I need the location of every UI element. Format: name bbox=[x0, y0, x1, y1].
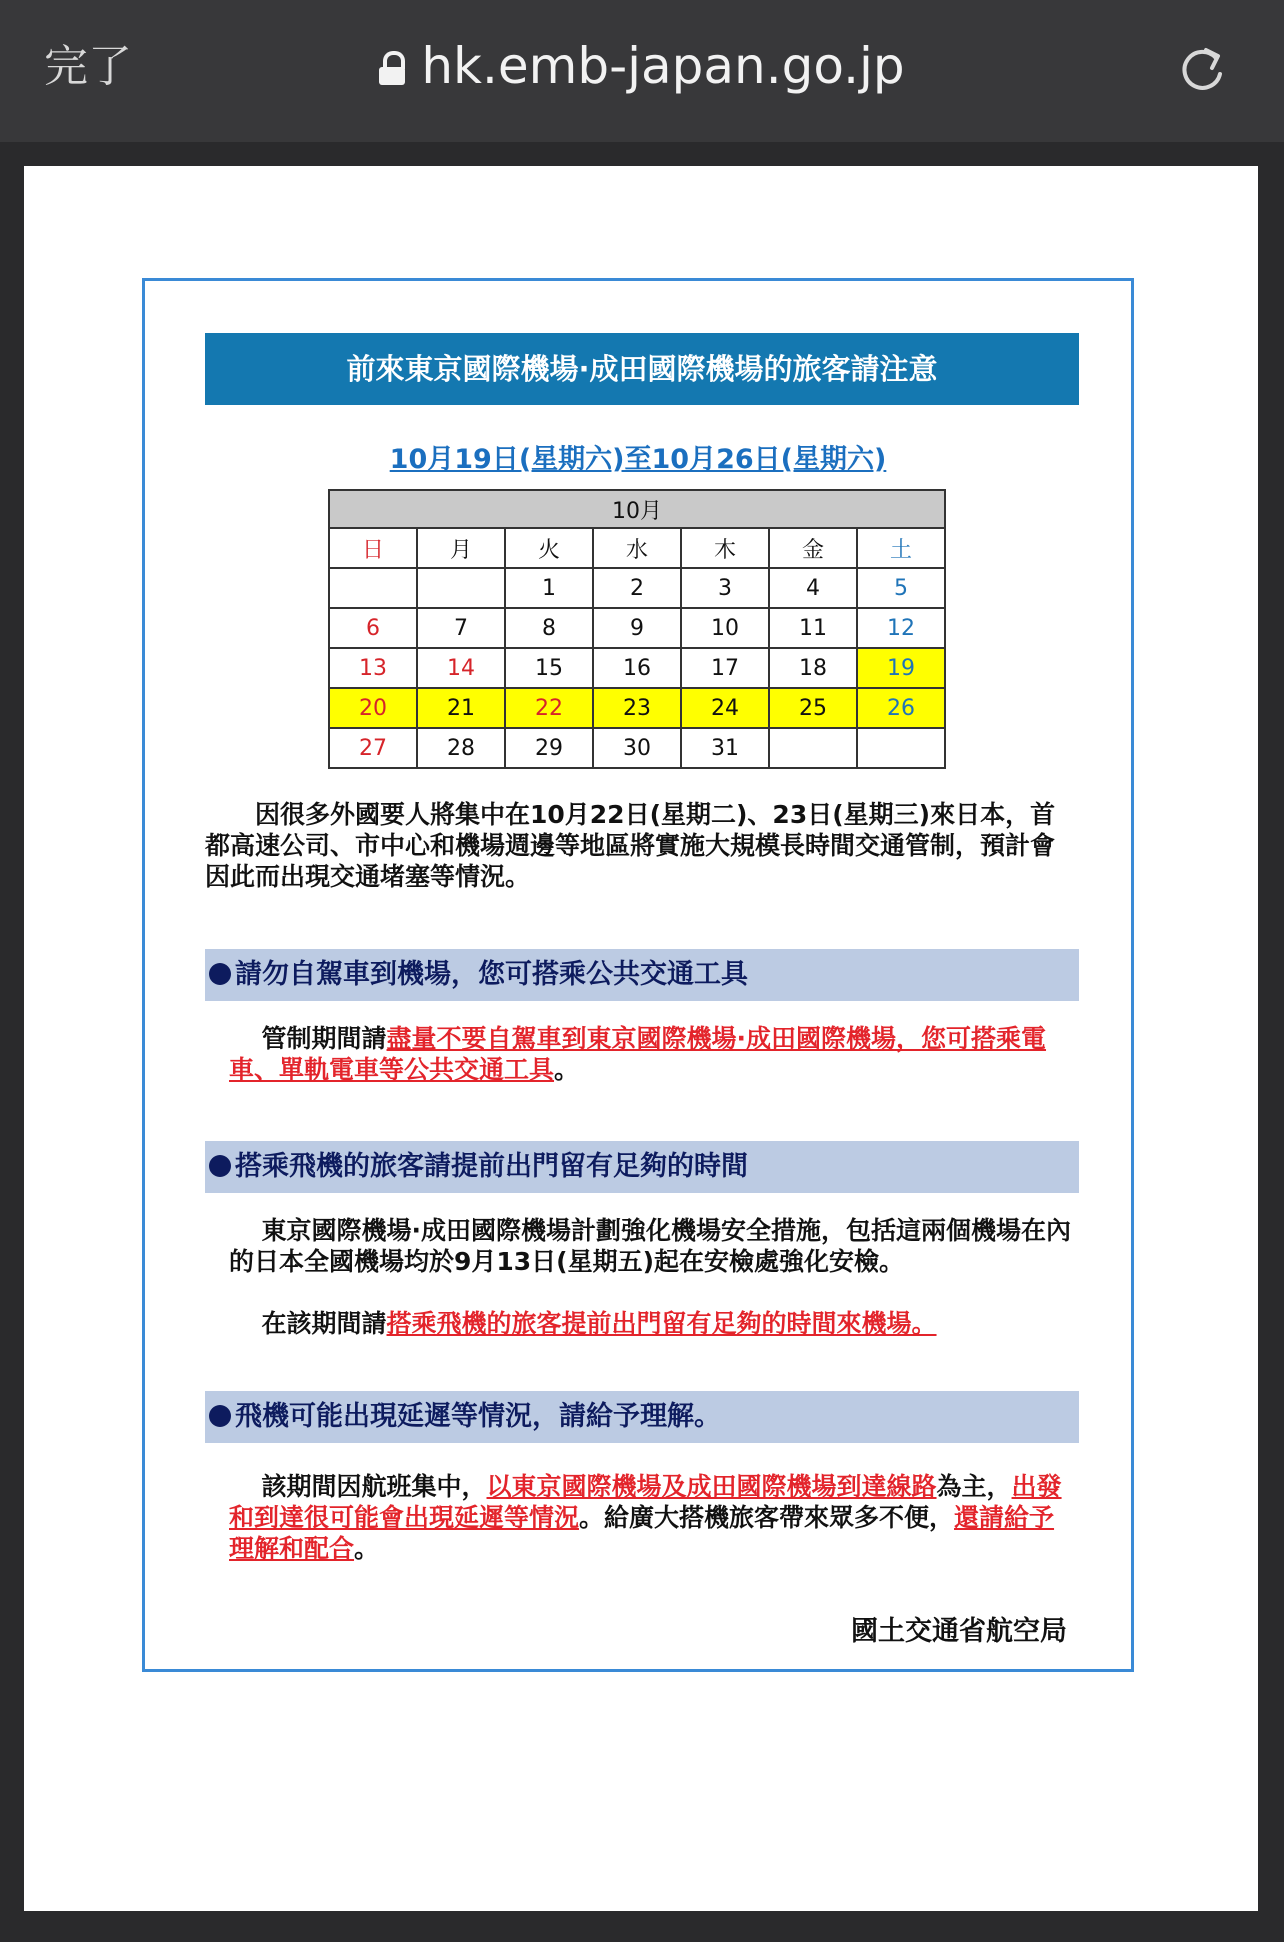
day-cell bbox=[857, 728, 945, 768]
day-cell: 10 bbox=[681, 608, 769, 648]
signature: 國土交通省航空局 bbox=[851, 1616, 1067, 1647]
day-cell-highlighted: 25 bbox=[769, 688, 857, 728]
day-cell: 13 bbox=[329, 648, 417, 688]
day-cell: 27 bbox=[329, 728, 417, 768]
section-1-emphasis: 盡量不要自駕車到東京國際機場·成田國際機場，您可搭乘電車、單軌電車等公共交通工具 bbox=[229, 1024, 1047, 1084]
section-3-paragraph bbox=[229, 1471, 1079, 1564]
section-2-note bbox=[229, 1308, 1079, 1339]
day-cell: 30 bbox=[593, 728, 681, 768]
section-2-paragraph: 東京國際機場·成田國際機場計劃強化機場安全措施，包括這兩個機場在內的日本全國機場均於9月13日(星期五)起在安檢處強化安檢。 bbox=[229, 1216, 1071, 1276]
url-text: hk.emb-japan.go.jp bbox=[421, 37, 905, 95]
section-2-emphasis: 搭乘飛機的旅客提前出門留有足夠的時間來機場。 bbox=[386, 1309, 937, 1338]
weekday-cell: 土 bbox=[857, 528, 945, 568]
day-cell: 16 bbox=[593, 648, 681, 688]
day-cell: 2 bbox=[593, 568, 681, 608]
day-cell: 8 bbox=[505, 608, 593, 648]
day-cell: 4 bbox=[769, 568, 857, 608]
section-3-text: 。給廣大搭機旅客帶來眾多不便， bbox=[579, 1503, 955, 1532]
section-3-emphasis: 還請給予理解和配合 bbox=[229, 1503, 1055, 1563]
day-cell-highlighted: 19 bbox=[857, 648, 945, 688]
bullet-icon bbox=[209, 1405, 231, 1427]
bullet-icon bbox=[209, 1155, 231, 1177]
day-cell: 14 bbox=[417, 648, 505, 688]
day-cell: 6 bbox=[329, 608, 417, 648]
day-cell bbox=[417, 568, 505, 608]
section-heading-1 bbox=[205, 949, 1079, 1001]
calendar-month: 10月 bbox=[329, 490, 945, 528]
day-cell-highlighted: 21 bbox=[417, 688, 505, 728]
section-heading-3 bbox=[205, 1391, 1079, 1443]
address-bar[interactable] bbox=[0, 36, 1284, 96]
weekday-cell: 火 bbox=[505, 528, 593, 568]
day-cell-highlighted: 26 bbox=[857, 688, 945, 728]
section-1-paragraph bbox=[229, 1023, 1079, 1085]
day-cell: 7 bbox=[417, 608, 505, 648]
day-cell bbox=[769, 728, 857, 768]
day-cell: 17 bbox=[681, 648, 769, 688]
weekday-cell: 月 bbox=[417, 528, 505, 568]
section-3-text: 為主， bbox=[936, 1472, 1012, 1501]
weekday-cell: 木 bbox=[681, 528, 769, 568]
section-1-text: 管制期間請 bbox=[261, 1024, 387, 1053]
date-range: 10月19日(星期六)至10月26日(星期六) bbox=[389, 444, 887, 475]
section-2-text: 在該期間請 bbox=[261, 1309, 387, 1338]
section-heading-text: 請勿自駕車到機場，您可搭乘公共交通工具 bbox=[235, 959, 748, 990]
day-cell-highlighted: 20 bbox=[329, 688, 417, 728]
day-cell-highlighted: 24 bbox=[681, 688, 769, 728]
day-cell: 31 bbox=[681, 728, 769, 768]
day-cell: 9 bbox=[593, 608, 681, 648]
day-cell: 18 bbox=[769, 648, 857, 688]
weekday-cell: 水 bbox=[593, 528, 681, 568]
day-cell: 28 bbox=[417, 728, 505, 768]
section-heading-2 bbox=[205, 1141, 1079, 1193]
day-cell: 15 bbox=[505, 648, 593, 688]
day-cell bbox=[329, 568, 417, 608]
day-cell: 29 bbox=[505, 728, 593, 768]
web-page bbox=[24, 166, 1258, 1911]
section-3-emphasis: 以東京國際機場及成田國際機場到達線路 bbox=[486, 1472, 937, 1501]
browser-toolbar bbox=[0, 0, 1284, 142]
section-heading-text: 搭乘飛機的旅客請提前出門留有足夠的時間 bbox=[235, 1151, 748, 1182]
section-3-emphasis: 出發和到達很可能會出現延遲等情況 bbox=[229, 1472, 1062, 1532]
notice-document bbox=[142, 278, 1134, 1672]
day-cell: 11 bbox=[769, 608, 857, 648]
section-1-end: 。 bbox=[554, 1055, 580, 1084]
day-cell-highlighted: 23 bbox=[593, 688, 681, 728]
day-cell-highlighted: 22 bbox=[505, 688, 593, 728]
bullet-icon bbox=[209, 963, 231, 985]
weekday-cell: 金 bbox=[769, 528, 857, 568]
notice-title: 前來東京國際機場·成田國際機場的旅客請注意 bbox=[205, 333, 1079, 405]
day-cell: 5 bbox=[857, 568, 945, 608]
weekday-cell: 日 bbox=[329, 528, 417, 568]
day-cell: 12 bbox=[857, 608, 945, 648]
day-cell: 3 bbox=[681, 568, 769, 608]
lock-icon bbox=[379, 51, 405, 85]
day-cell: 1 bbox=[505, 568, 593, 608]
calendar bbox=[328, 489, 946, 769]
section-heading-text: 飛機可能出現延遲等情況，請給予理解。 bbox=[235, 1401, 721, 1432]
section-3-text: 該期間因航班集中， bbox=[261, 1472, 487, 1501]
intro-paragraph: 因很多外國要人將集中在10月22日(星期二)、23日(星期三)來日本，首都高速公司、市中心和機場週邊等地區將實施大規模長時間交通管制，預計會因此而出現交通堵塞等情況。 bbox=[205, 800, 1056, 891]
section-3-text: 。 bbox=[354, 1534, 380, 1563]
done-button[interactable]: 完了 bbox=[44, 41, 132, 92]
reload-icon[interactable] bbox=[1172, 38, 1232, 98]
